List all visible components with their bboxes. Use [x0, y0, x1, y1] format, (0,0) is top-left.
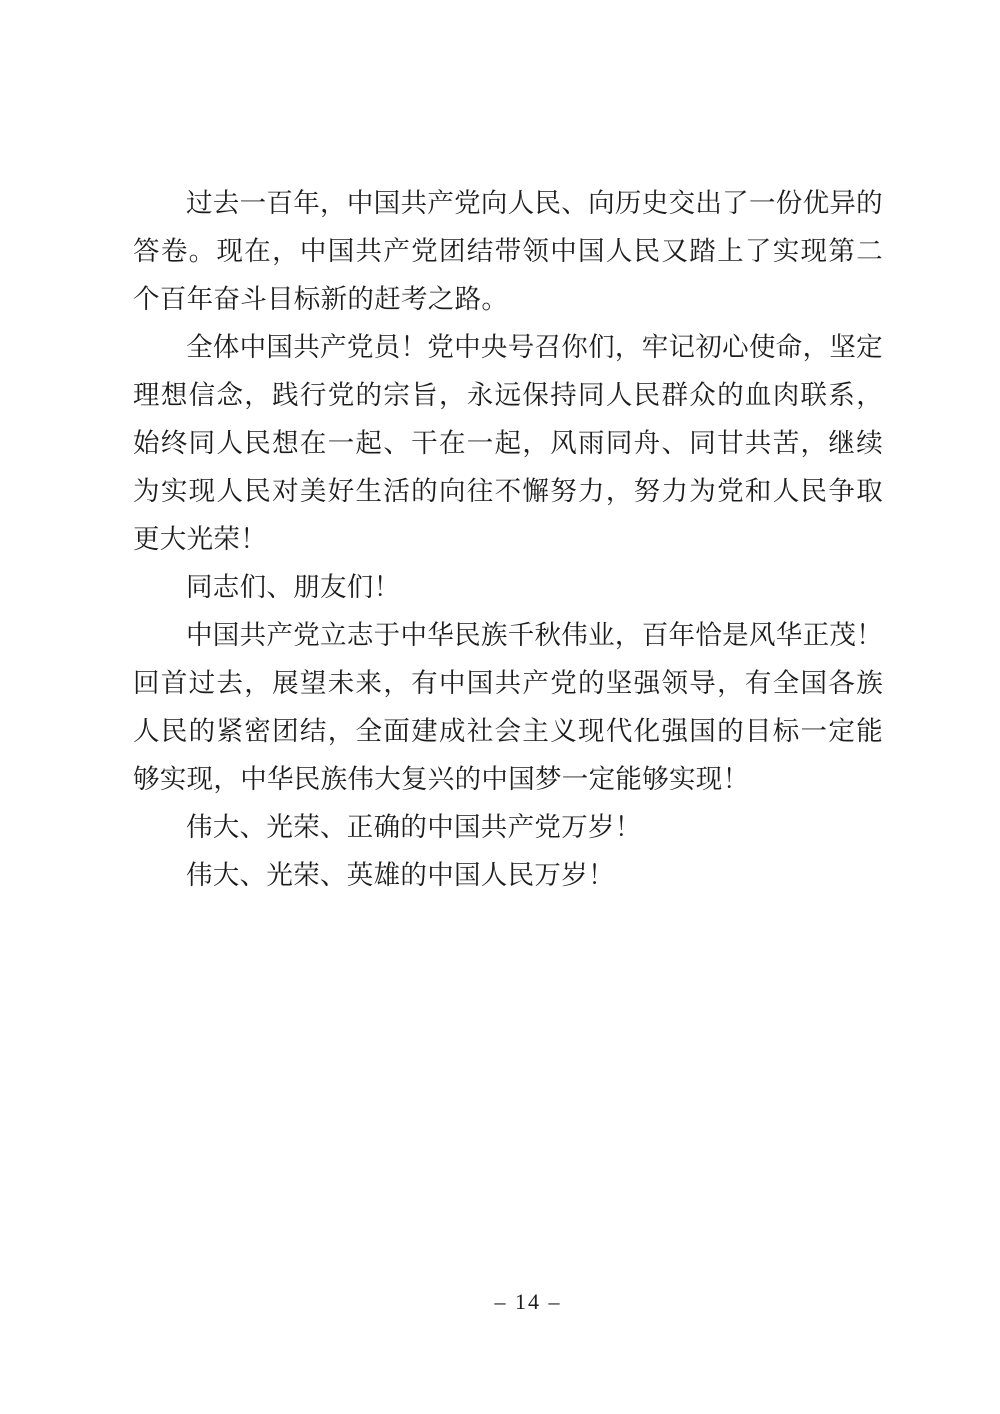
page-footer	[28, 1289, 1000, 1315]
paragraph-slogan-party: 伟大、光荣、正确的中国共产党万岁！	[186, 812, 642, 842]
paragraph-great-cause: 中国共产党立志于中华民族千秋伟业，百年恰是风华正茂！回首过去，展望未来，有中国共产党的坚强领导，有全国各族人民的紧密团结，全面建成社会主义现代化强国的目标一定能够实现，中华民族伟大复兴的中国梦一定能够实现！	[133, 620, 883, 794]
paragraph-past-century: 过去一百年，中国共产党向人民、向历史交出了一份优异的答卷。现在，中国共产党团结带领中国人民又踏上了实现第二个百年奋斗目标新的赶考之路。	[133, 188, 883, 314]
paragraph-call-to-members: 全体中国共产党员！党中央号召你们，牢记初心使命，坚定理想信念，践行党的宗旨，永远保持同人民群众的血肉联系，始终同人民想在一起、干在一起，风雨同舟、同甘共苦，继续为实现人民对美好生活的向往不懈努力，努力为党和人民争取更大光荣！	[133, 332, 883, 554]
page-number: – 14 –	[494, 1289, 562, 1314]
text-block	[133, 179, 883, 899]
paragraph-slogan-people: 伟大、光荣、英雄的中国人民万岁！	[186, 860, 615, 890]
paragraph-comrades-friends: 同志们、朋友们！	[186, 572, 401, 602]
